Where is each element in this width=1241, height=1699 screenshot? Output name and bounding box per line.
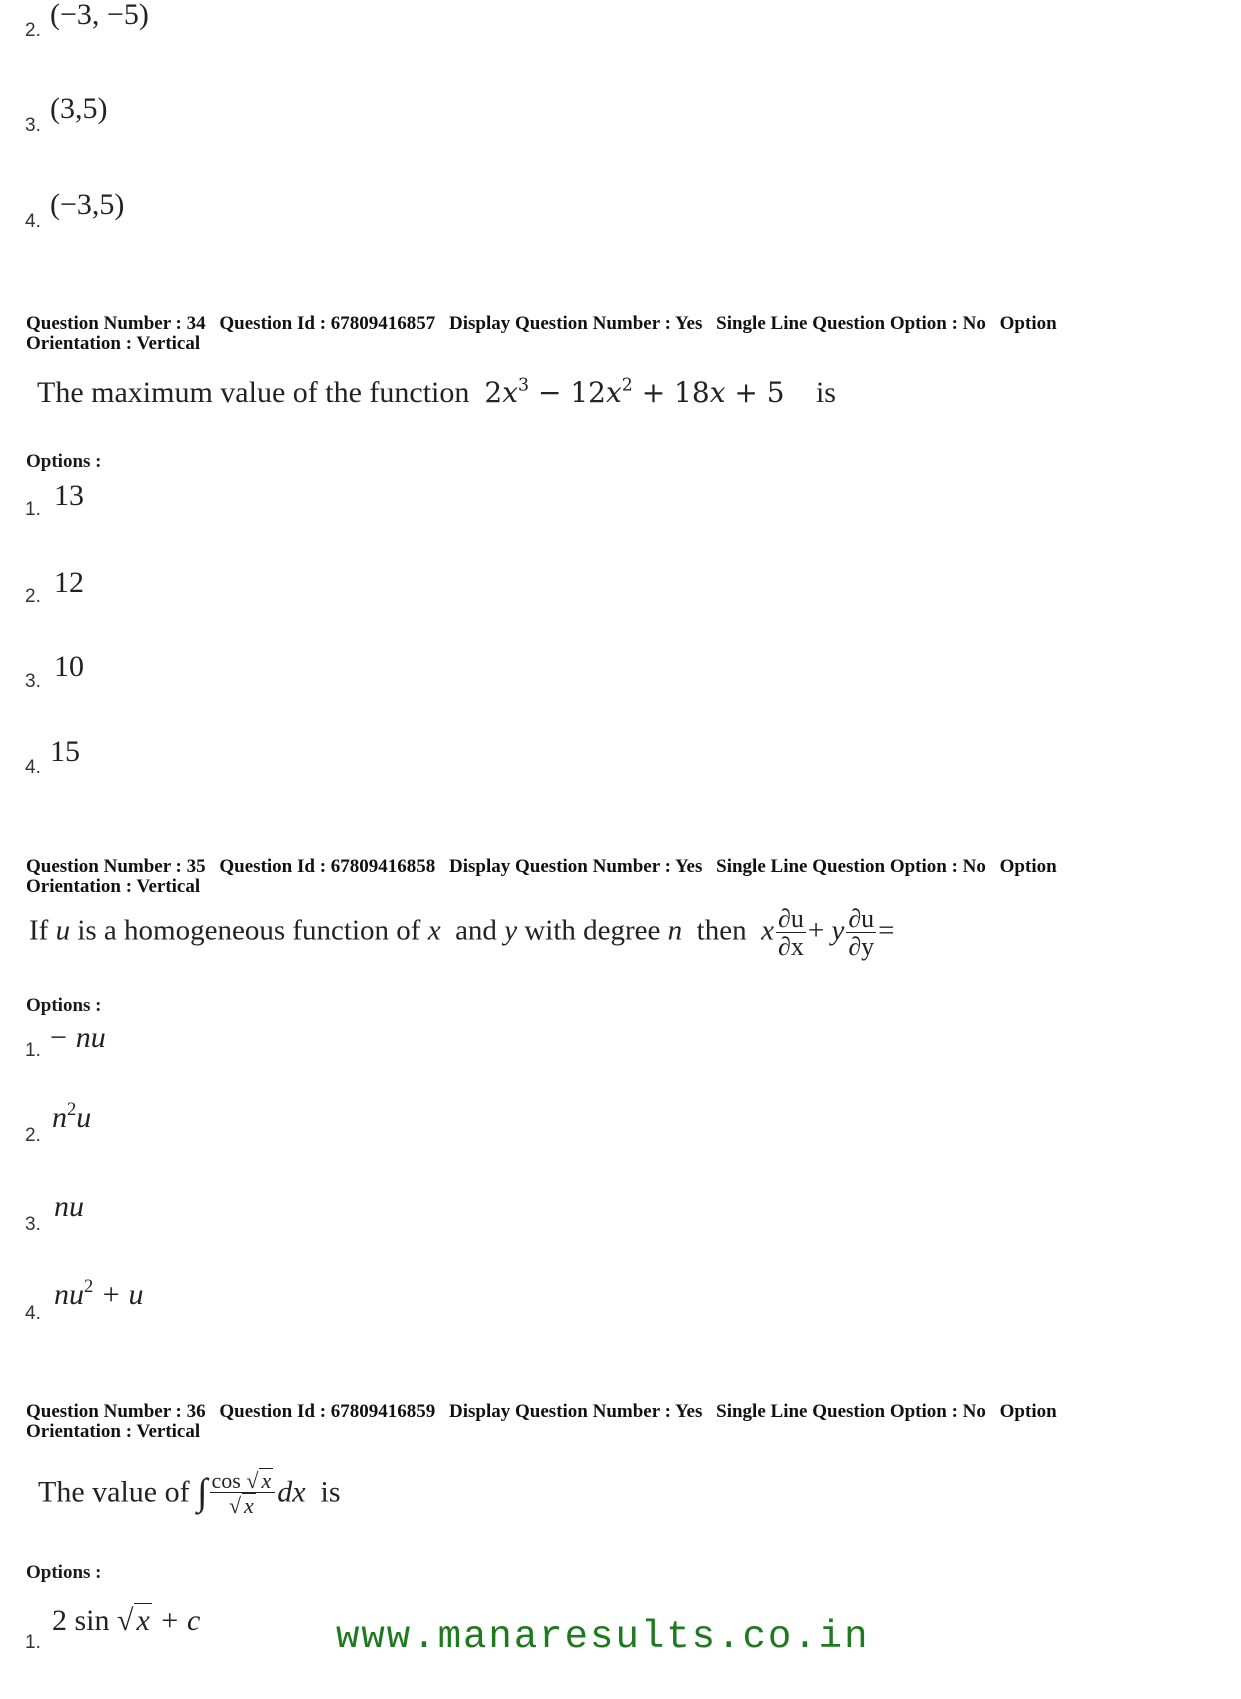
option-math: u xyxy=(76,1101,92,1134)
expr-exponent: 2 xyxy=(621,375,633,396)
cos-function: cos xyxy=(211,1468,241,1493)
expr-var: x xyxy=(502,376,519,409)
option-math: 2 sin xyxy=(52,1604,110,1637)
option-math: nu xyxy=(54,1278,84,1311)
sqrt-symbol: √ xyxy=(246,1468,259,1493)
option-text: (3,5) xyxy=(50,92,108,125)
single-line-option: Single Line Question Option : No xyxy=(716,1401,986,1422)
plus-sign: + xyxy=(807,914,825,947)
math-var: u xyxy=(55,914,71,947)
math-var: x xyxy=(427,914,441,947)
math-var: x xyxy=(136,1604,150,1637)
option-text xyxy=(54,1190,84,1224)
option-number: 4. xyxy=(25,211,41,232)
question-id: Question Id : 67809416858 xyxy=(219,856,436,877)
option-orientation-label: Option xyxy=(999,313,1057,334)
option-math: n xyxy=(52,1101,67,1134)
expr-part: + 18 xyxy=(632,376,710,409)
option-orientation-label: Option xyxy=(999,856,1057,877)
question-tail: is xyxy=(320,1475,341,1509)
fraction-numerator: ∂u xyxy=(777,904,804,933)
equals-sign: = xyxy=(878,914,895,947)
option-number: 1. xyxy=(25,1632,41,1653)
option-text: (−3, −5) xyxy=(50,0,149,31)
option-math: + u xyxy=(93,1278,144,1311)
option-number: 2. xyxy=(25,20,41,41)
integral-sign: ∫ xyxy=(197,1471,208,1514)
question-text xyxy=(37,376,836,410)
text-part: is a homogeneous function of xyxy=(77,914,421,947)
single-line-option: Single Line Question Option : No xyxy=(716,856,986,877)
option-number: 1. xyxy=(25,499,41,520)
question-text xyxy=(29,905,895,961)
option-text: 13 xyxy=(54,479,84,512)
option-exponent: 2 xyxy=(67,1098,77,1120)
option-text xyxy=(48,1021,106,1055)
math-var: n xyxy=(667,914,683,947)
math-var: x xyxy=(244,1493,254,1519)
options-label: Options : xyxy=(26,451,102,472)
option-math: + c xyxy=(151,1604,201,1637)
fraction-denominator xyxy=(210,1493,276,1517)
option-text xyxy=(52,1098,92,1135)
expr-part: 2 xyxy=(484,376,503,409)
option-text: (−3,5) xyxy=(50,188,125,221)
math-var: y xyxy=(831,914,845,947)
orientation: Orientation : Vertical xyxy=(26,333,201,354)
option-number: 1. xyxy=(25,1040,41,1061)
orientation: Orientation : Vertical xyxy=(26,1421,201,1442)
question-header xyxy=(26,314,1216,354)
text-part: If xyxy=(29,914,49,947)
options-label: Options : xyxy=(26,1562,102,1583)
question-text xyxy=(38,1468,341,1517)
question-tail: is xyxy=(815,376,836,409)
fraction-numerator xyxy=(210,1468,276,1493)
display-question-number: Display Question Number : Yes xyxy=(449,856,703,877)
option-number: 3. xyxy=(25,115,41,136)
option-text: 15 xyxy=(50,735,80,768)
differential: dx xyxy=(277,1475,306,1509)
option-text: 12 xyxy=(54,566,84,599)
text-part: and xyxy=(455,914,497,947)
options-label: Options : xyxy=(26,995,102,1016)
option-math: − nu xyxy=(48,1021,106,1054)
expr-exponent: 3 xyxy=(518,375,530,396)
fraction-denominator: ∂y xyxy=(848,932,875,962)
expr-part: + 5 xyxy=(725,376,785,409)
display-question-number: Display Question Number : Yes xyxy=(449,1401,703,1422)
watermark-url: www.manaresults.co.in xyxy=(336,1615,870,1659)
option-exponent: 2 xyxy=(84,1275,94,1297)
option-number: 3. xyxy=(25,671,41,692)
text-part: then xyxy=(696,914,747,947)
math-var: x xyxy=(761,914,774,947)
question-number: Question Number : 36 xyxy=(26,1401,206,1422)
fraction-denominator: ∂x xyxy=(777,932,804,962)
question-header xyxy=(26,857,1216,897)
display-question-number: Display Question Number : Yes xyxy=(449,313,703,334)
question-id: Question Id : 67809416857 xyxy=(219,313,436,334)
math-var: y xyxy=(504,914,518,947)
option-text xyxy=(52,1603,200,1638)
expr-var: x xyxy=(709,376,726,409)
option-number: 2. xyxy=(25,1125,41,1146)
option-number: 3. xyxy=(25,1214,41,1235)
question-lead: The value of xyxy=(38,1475,190,1509)
option-number: 4. xyxy=(25,757,41,778)
expr-part: − 12 xyxy=(529,376,606,409)
option-text: 10 xyxy=(54,650,84,683)
option-number: 4. xyxy=(25,1303,41,1324)
sqrt-symbol: √ xyxy=(117,1604,134,1637)
integrand-fraction xyxy=(210,1468,276,1517)
math-var: x xyxy=(261,1468,272,1493)
partial-fraction xyxy=(846,905,876,961)
fraction-numerator: ∂u xyxy=(848,904,875,933)
option-orientation-label: Option xyxy=(999,1401,1057,1422)
text-part: with degree xyxy=(524,914,661,947)
question-header xyxy=(26,1402,1216,1442)
orientation: Orientation : Vertical xyxy=(26,876,201,897)
question-number: Question Number : 34 xyxy=(26,313,206,334)
partial-fraction xyxy=(776,905,806,961)
sqrt-symbol: √ xyxy=(228,1493,242,1519)
math-expression xyxy=(484,376,793,409)
option-text xyxy=(54,1275,144,1312)
option-math: nu xyxy=(54,1190,84,1223)
question-number: Question Number : 35 xyxy=(26,856,206,877)
option-number: 2. xyxy=(25,586,41,607)
question-id: Question Id : 67809416859 xyxy=(219,1401,436,1422)
question-lead: The maximum value of the function xyxy=(37,376,470,409)
expr-var: x xyxy=(605,376,622,409)
single-line-option: Single Line Question Option : No xyxy=(716,313,986,334)
